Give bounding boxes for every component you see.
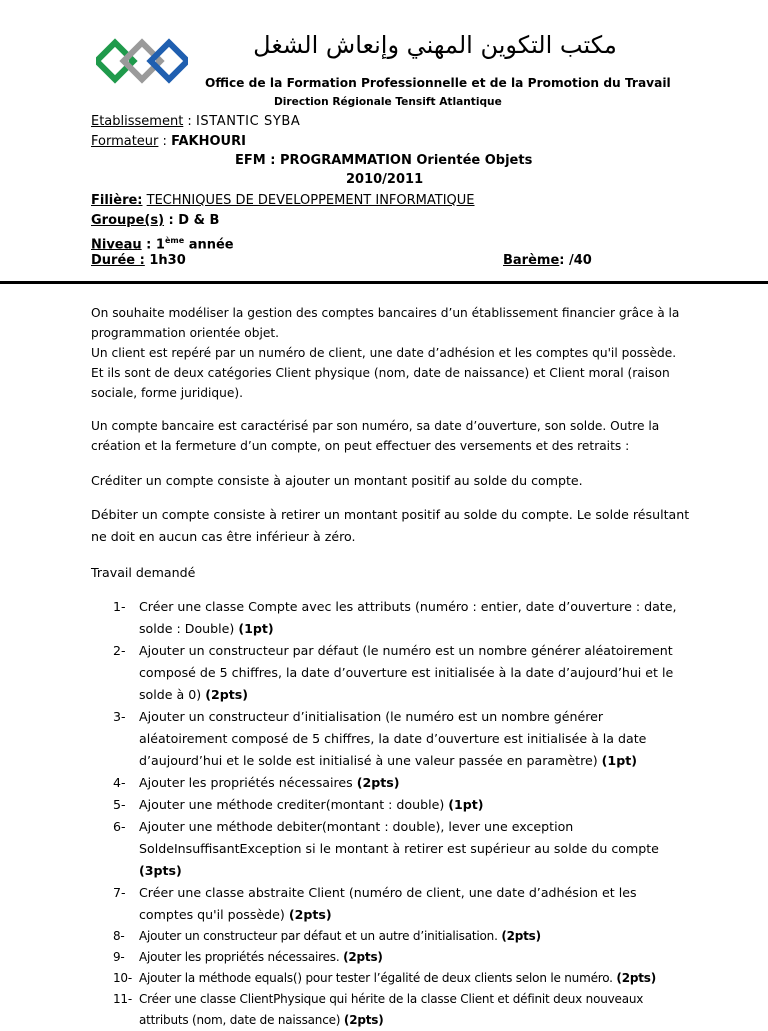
etablissement-line: Etablissement : ISTANTIC SYBA — [91, 114, 301, 129]
groupes-label: Groupe(s) — [91, 213, 165, 228]
task-item-3 — [113, 706, 693, 772]
task-item-4 — [113, 772, 693, 794]
task-points: (2pts) — [501, 929, 541, 943]
task-item-2 — [113, 640, 693, 706]
task-item-6 — [113, 816, 693, 882]
task-item-9 — [113, 947, 693, 968]
etablissement-value: ISTANTIC SYBA — [195, 114, 301, 129]
bareme-value: /40 — [569, 253, 592, 268]
task-points: (1pt) — [238, 621, 274, 636]
task-number: 10- — [113, 971, 132, 985]
niveau-superscript: ème — [164, 236, 185, 245]
task-number: 2- — [113, 643, 126, 658]
task-text: Ajouter les propriétés nécessaires (2pts) — [139, 775, 400, 790]
header-divider — [0, 281, 768, 284]
filiere-label: Filière: — [91, 193, 143, 208]
bareme-line: Barème: /40 — [503, 253, 592, 268]
task-item-11 — [113, 989, 693, 1031]
niveau-label: Niveau — [91, 237, 142, 253]
duree-value: 1h30 — [149, 253, 186, 268]
task-number: 8- — [113, 929, 125, 943]
office-name: Office de la Formation Professionnelle et de la Promotion du Travail — [205, 76, 671, 90]
duree-label: Durée : — [91, 253, 145, 268]
task-text: Ajouter un constructeur d’initialisation (le numéro est un nombre générer aléatoirement composé de 5 chiffres, la date d’ouverture est initialisée à la date d’aujourd’hui et le solde est initialisé à une valeur passée en paramètre) (1pt) — [139, 709, 647, 768]
task-number: 9- — [113, 950, 125, 964]
task-number: 4- — [113, 775, 126, 790]
task-points: (1pt) — [601, 753, 637, 768]
task-text: Ajouter une méthode crediter(montant : double) (1pt) — [139, 797, 484, 812]
task-text: Créer une classe abstraite Client (numéro de client, une date d’adhésion et les comptes qu'il possède) (2pts) — [139, 885, 637, 922]
bareme-label: Barème — [503, 253, 560, 268]
task-item-8 — [113, 926, 693, 947]
task-item-1 — [113, 596, 693, 640]
intro-paragraph-1: On souhaite modéliser la gestion des comptes bancaires d’un établissement financier grâce à la programmation orientée objet. — [91, 306, 680, 340]
groupes-value: D & B — [178, 213, 220, 228]
task-list — [113, 596, 693, 1031]
task-number: 11- — [113, 992, 132, 1006]
task-text: Ajouter un constructeur par défaut et un autre d’initialisation. (2pts) — [139, 929, 541, 943]
niveau-line: Niveau : 1ème année — [91, 236, 234, 253]
intro-paragraph-2: Un client est repéré par un numéro de client, une date d’adhésion et les comptes qu'il possède. Et ils sont de deux catégories Client physique (nom, date de naissance) et Client moral (raison sociale, forme juridique). — [91, 346, 677, 400]
task-number: 5- — [113, 797, 126, 812]
task-text: Créer une classe Compte avec les attributs (numéro : entier, date d’ouverture : date, solde : Double) (1pt) — [139, 599, 677, 636]
task-points: (2pts) — [343, 1013, 384, 1027]
formateur-line: Formateur : FAKHOURI — [91, 134, 246, 149]
task-item-10 — [113, 968, 693, 989]
etablissement-label: Etablissement — [91, 114, 184, 129]
task-item-7 — [113, 882, 693, 926]
task-number: 7- — [113, 885, 126, 900]
niveau-number: 1 — [155, 237, 165, 253]
task-points: (1pt) — [448, 797, 484, 812]
task-points: (2pts) — [616, 971, 656, 985]
task-text: Ajouter un constructeur par défaut (le numéro est un nombre générer aléatoirement composé de 5 chiffres, la date d’ouverture est initialisée à la date d’aujourd’hui et le solde à 0) (2pts) — [139, 643, 674, 702]
travail-demande-heading: Travail demandé — [91, 565, 196, 580]
task-points: (2pts) — [356, 775, 400, 790]
task-points: (2pts) — [205, 687, 248, 702]
task-points: (2pts) — [288, 907, 332, 922]
task-points: (2pts) — [343, 950, 383, 964]
exam-year: 2010/2011 — [346, 172, 424, 187]
formateur-value: FAKHOURI — [171, 134, 246, 149]
filiere-value: TECHNIQUES DE DEVELOPPEMENT INFORMATIQUE — [146, 193, 475, 208]
duree-line — [91, 252, 186, 270]
task-text: Ajouter les propriétés nécessaires. (2pts) — [139, 950, 383, 964]
exam-title: EFM : PROGRAMMATION Orientée Objets — [235, 153, 533, 168]
task-number: 6- — [113, 819, 126, 834]
niveau-annee: année — [188, 237, 234, 253]
ofppt-logo — [96, 38, 188, 90]
task-text: Ajouter la méthode equals() pour tester l’égalité de deux clients selon le numéro. (2pts) — [139, 971, 656, 985]
debiter-definition: Débiter un compte consiste à retirer un montant positif au solde du compte. Le solde résultant ne doit en aucun cas être inférieur à zéro. — [91, 507, 690, 544]
task-number: 1- — [113, 599, 126, 614]
task-points: (3pts) — [139, 863, 182, 878]
task-item-5 — [113, 794, 693, 816]
arabic-institution-name: مكتب التكوين المهني وإنعاش الشغل — [253, 31, 617, 59]
direction-regionale: Direction Régionale Tensift Atlantique — [274, 96, 502, 108]
crediter-definition: Créditer un compte consiste à ajouter un montant positif au solde du compte. — [91, 473, 583, 488]
account-description: Un compte bancaire est caractérisé par son numéro, sa date d’ouverture, son solde. Outre la création et la fermeture d’un compte, on peut effectuer des versements et des retraits : — [91, 419, 660, 453]
groupes-line: Groupe(s) : D & B — [91, 213, 220, 228]
filiere-line — [91, 192, 475, 210]
task-number: 3- — [113, 709, 126, 724]
formateur-label: Formateur — [91, 134, 159, 149]
task-text: Créer une classe ClientPhysique qui hérite de la classe Client et définit deux nouveaux attributs (nom, date de naissance) (2pts) — [139, 992, 644, 1027]
task-text: Ajouter une méthode debiter(montant : double), lever une exception SoldeInsuffisantException si le montant à retirer est supérieur au solde du compte (3pts) — [139, 819, 659, 878]
